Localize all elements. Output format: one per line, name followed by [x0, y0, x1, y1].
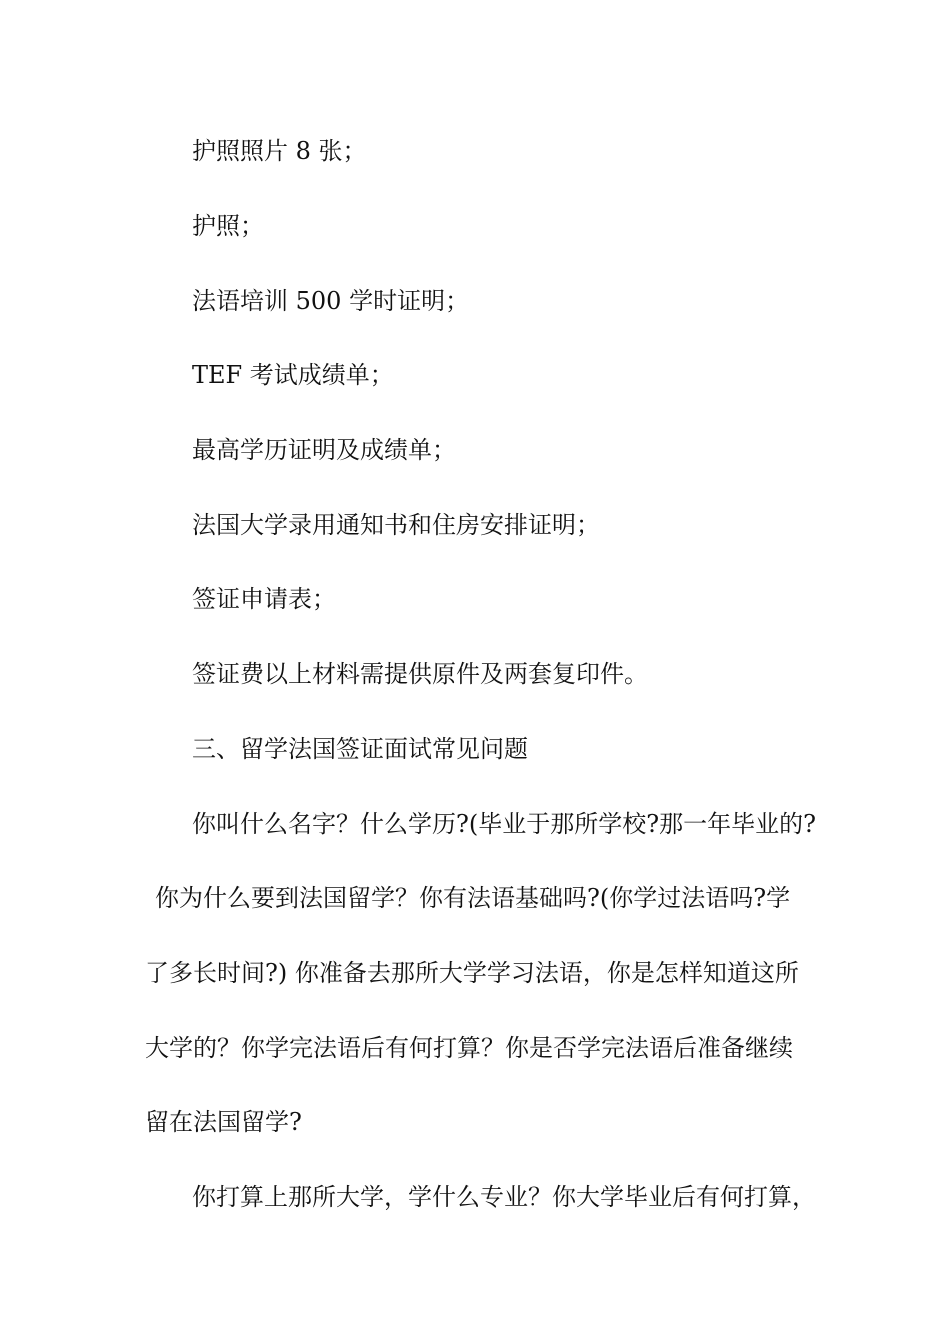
paragraph-line: 了多长时间?) 你准备去那所大学学习法语，你是怎样知道这所 [145, 959, 799, 987]
paragraph-line: 大学的？你学完法语后有何打算？你是否学完法语后准备继续 [145, 1034, 793, 1062]
list-item-passport: 护照； [192, 212, 264, 240]
paragraph-line: 留在法国留学? [145, 1108, 302, 1136]
list-item-admission-housing: 法国大学录用通知书和住房安排证明； [192, 511, 600, 539]
list-item-visa-form: 签证申请表； [192, 585, 336, 613]
paragraph-line: 你为什么要到法国留学？你有法语基础吗?(你学过法语吗?学 [155, 884, 791, 912]
section-heading: 三、留学法国签证面试常见问题 [192, 735, 528, 763]
list-item-tef-scores: TEF 考试成绩单； [192, 361, 394, 389]
paragraph-line: 你打算上那所大学，学什么专业？你大学毕业后有何打算， [192, 1183, 816, 1211]
list-item-visa-fee: 签证费以上材料需提供原件及两套复印件。 [192, 660, 648, 688]
list-item-degree-transcript: 最高学历证明及成绩单； [192, 436, 456, 464]
list-item-french-training: 法语培训 500 学时证明； [192, 287, 470, 315]
list-item-passport-photos: 护照照片 8 张； [192, 137, 367, 165]
paragraph-line: 你叫什么名字？什么学历?(毕业于那所学校?那一年毕业的? [192, 810, 816, 838]
